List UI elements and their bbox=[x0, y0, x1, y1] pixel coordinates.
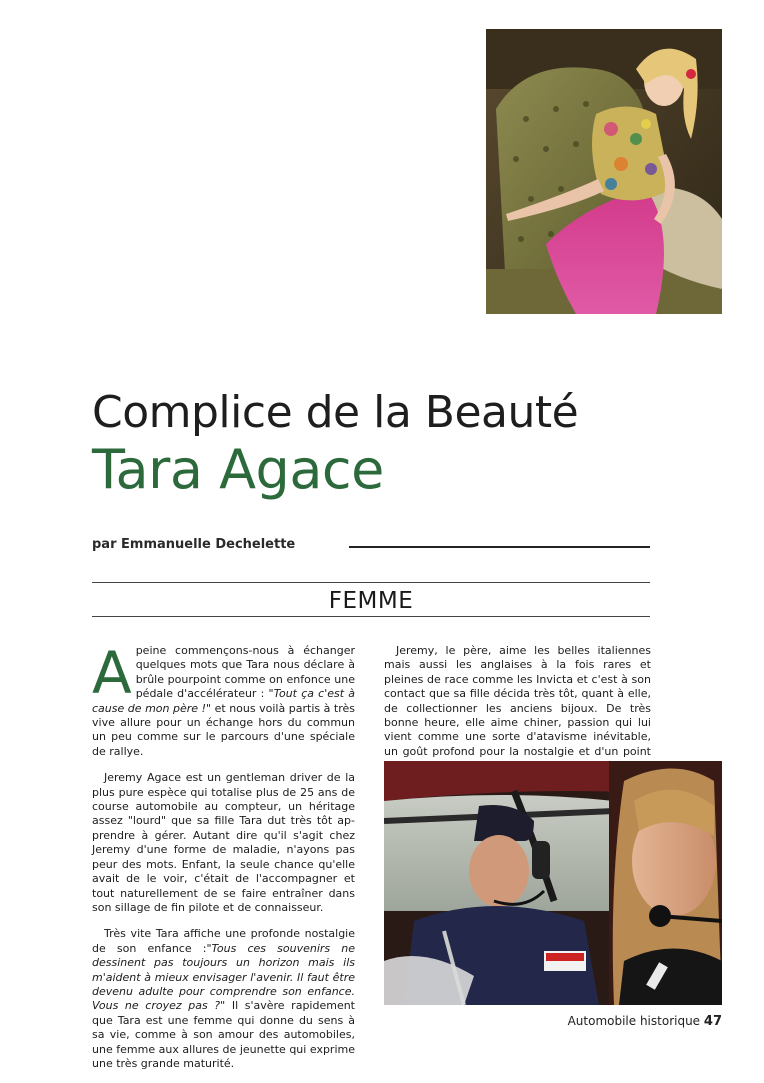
page-footer bbox=[568, 1014, 722, 1029]
article-title: Complice de la Beauté bbox=[92, 387, 579, 438]
section-label: FEMME bbox=[328, 588, 414, 614]
section-rule-top bbox=[92, 582, 650, 583]
byline-rule bbox=[349, 546, 650, 548]
article-column-left bbox=[92, 639, 356, 1083]
quote: Tout ça c'est à cause de mon père ! bbox=[92, 687, 356, 715]
section-rule-bottom bbox=[92, 616, 650, 617]
portrait-photo bbox=[486, 29, 722, 314]
paragraph-4: Jeremy, le père, aime les belles italiennes mais aussi les anglaises à la fois rares et pleines de race comme les Invicta et c'est à son contact que sa fille décida très tôt, quant à elle, de collectionner les anciens bijoux. De très bonne heure, elle aime chiner, passion qui lui vient comme une sorte d'atavisme inévitable, un goût profond pour la nostalgie et d'un point bbox=[384, 644, 651, 758]
rally-car-photo bbox=[384, 761, 722, 1005]
paragraph-1: Apeine commençons-nous à échanger quelques mots que Tara nous déclare à brûle pourpoint comme on enfonce une pédale d'accélérateur : "Tout ça c'est à cause de mon père !" et nous voilà partis à très vive allure pour un échange hors du commun un peu comme sur le parcours d'une spéciale de rallye. bbox=[92, 639, 356, 758]
byline: par Emmanuelle Dechelette bbox=[92, 537, 296, 552]
magazine-name: Automobile historique bbox=[567, 1014, 701, 1028]
paragraph-2: Jeremy Agace est un gentleman driver de la plus pure espèce qui totalise plus de 25 ans de course automobile au compteur, un héritage assez "lourd" que sa fille Tara dut très tôt apprendre à gérer. Autant dire qu'il s'agit chez Jeremy d'une forme de maladie, n'ayons pas peur des mots. Enfant, la seule chance qu'elle avait de le voir, c'était de l'accompagner et tout naturellement de se faire entraîner dans son sillage de fin pilote et de connaisseur. bbox=[92, 771, 355, 914]
page-number: 47 bbox=[703, 1014, 722, 1029]
quote: Tous ces souvenirs ne dessinent pas toujours un horizon mais ils m'aident à mieux envisager l'avenir. Il faut être devenu adulte pour comprendre son enfance. Vous ne croyez pas ? bbox=[92, 941, 356, 1013]
article-subject-name: Tara Agace bbox=[92, 438, 384, 501]
paragraph-3: Très vite Tara affiche une profonde nostalgie de son enfance :"Tous ces souvenirs ne dessinent pas toujours un horizon mais ils m'aident à mieux envisager l'avenir. Il faut être devenu adulte pour comprendre son enfance. Vous ne croyez pas ?" Il s'avère rapidement que Tara est une femme qui donne du sens à sa vie, comme à son amour des automobiles, une femme aux allures de jeunette qui exprime une très grande maturité. bbox=[92, 927, 356, 1070]
drop-cap: A bbox=[92, 639, 132, 707]
